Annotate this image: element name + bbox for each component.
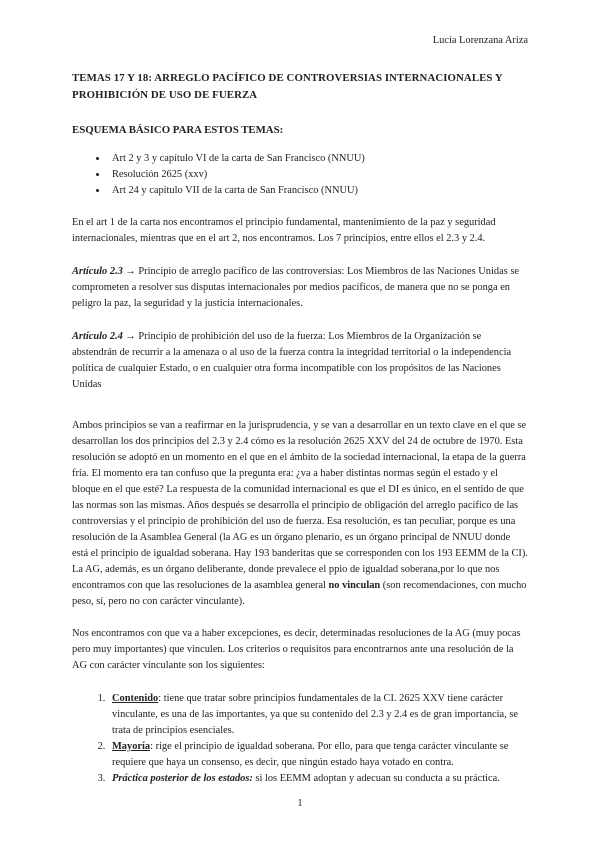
intro-paragraph: En el art 1 de la carta nos encontramos el principio fundamental, mantenimiento de la paz y seguridad internacionales, mientras que en el art 2, nos encontramos. Los 7 principios, entre ellos el 2.3 y 2.4. [72,217,496,244]
criteria-text: : rige el principio de igualdad soberana. Por ello, para que tenga carácter vinculante se requiere que haya un consenso, es decir, que ningún estado haya votado en contra. [112,741,509,768]
bullet-item: • Art 24 y capítulo VII de la carta de San Francisco (NNUU) [108,183,528,199]
document-body [72,70,528,787]
article-2-4-paragraph [72,329,528,393]
resolution-2625-paragraph [72,418,528,610]
criteria-label: Mayoría [112,741,151,752]
article-2-4-text: → Principio de prohibición del uso de la fuerza: Los Miembros de la Organización se abstendrán de recurrir a la amenaza o al uso de la fuerza contra la integridad territorial o la independencia política de cualquier Estado, o en cualquier otra forma incompatible con los propósitos de las Naciones Unidas [72,331,512,390]
summary-bullet-list [72,151,528,199]
criteria-item-practica [108,771,528,787]
resolution-bold-text: no vinculan [328,580,381,591]
bullet-item: • Resolución 2625 (xxv) [108,167,528,183]
criteria-text: : tiene que tratar sobre principios fundamentales de la CI. 2625 XXV tiene carácter vinculante, es una de las importantes, ya que su contenido del 2.3 y 2.4 es de gran importancia, se trata de principios esenciales. [112,693,518,736]
article-2-3-text: → Principio de arreglo pacífico de las controversias: Los Miembros de las Naciones Unidas se comprometen a resolver sus disputas internacionales por medios pacíficos, de manera que no se ponga en peligro la paz, la seguridad y la justicia internacionales. [72,266,519,309]
criteria-list [72,691,528,787]
criteria-item-mayoria [108,739,528,771]
resolution-text: Ambos principios se van a reafirmar en la jurisprudencia, y se van a desarrollar en un texto clave en el que se desarrollan los dos principios del 2.3 y 2.4 cómo es la resolución 2625 XXV del 24 de octubre de 1970. Esta resolución se adoptó en un momento en el que en el ámbito de la sociedad internacional, la etapa de la guerra fría. El momento era tan confuso que la pregunta era: ¿va a haber distintas normas según el estado y el bloque en el que esté? La respuesta de la comunidad internacional es que el DI es único, en el sentido de que las normas son las mismas. Años después se desarrolla el principio de obligación del arreglo pacífico de las controversias y el principio de prohibición del uso de fuerza. Esa resolución, es tan peculiar, porque es una resolución de la Asamblea General (la AG es un órgano plenario, es un órgano principal de NNUU donde está el principio de igualdad soberana. Hay 193 banderitas que se corresponden con los 193 EEMM de la CI). La AG, además, es un órgano deliberante, donde prevalece el ppio de igualdad soberana,por lo que nos encontramos con que las resoluciones de la asamblea general [72,420,528,591]
article-2-4-label: Artículo 2.4 [72,331,123,342]
bullet-item: • Art 2 y 3 y capítulo VI de la carta de San Francisco (NNUU) [108,151,528,167]
article-2-3-paragraph [72,264,528,312]
criteria-text: si los EEMM adoptan y adecuan su conducta a su práctica. [252,773,500,784]
page-number: 1 [297,798,303,809]
section-heading: ESQUEMA BÁSICO PARA ESTOS TEMAS: [72,124,284,136]
article-2-3-label: Artículo 2.3 [72,266,123,277]
criteria-label: Contenido [112,693,159,704]
criteria-label: Práctica posterior de los estados: [112,773,253,784]
document-title: TEMAS 17 Y 18: ARREGLO PACÍFICO DE CONTROVERSIAS INTERNACIONALES Y PROHIBICIÓN DE USO DE FUERZA [72,72,503,101]
author-name: Lucía Lorenzana Ariza [432,35,528,46]
exceptions-paragraph: Nos encontramos con que va a haber excepciones, es decir, determinadas resoluciones de la AG (muy pocas pero muy importantes) que vinculen. Los criterios o requisitos para encontrarnos ante una resolución de la AG con carácter vinculante son los siguientes: [72,628,521,671]
resolution-text-after: (son recomendaciones, con mucho peso, sí, pero no con carácter vinculante). [72,580,527,607]
criteria-item-contenido [108,691,528,739]
